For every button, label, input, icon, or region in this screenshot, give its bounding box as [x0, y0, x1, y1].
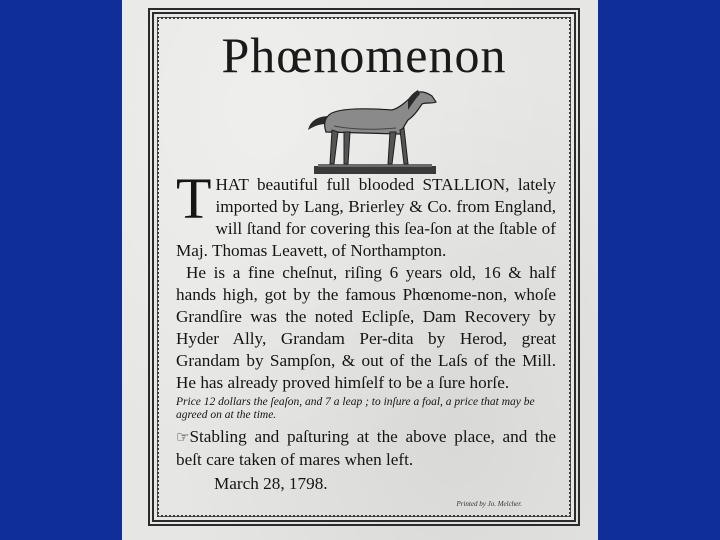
price-note: Price 12 dollars the ſeaſon, and 7 a leap ; to inſure a foal, a price that may be agreed on at the time.	[176, 396, 535, 421]
poster-date: March 28, 1798.	[214, 474, 328, 493]
paragraph-stabling-text: Stabling and paſturing at the above place, and the beſt care taken of mares when left.	[176, 427, 556, 469]
poster-title: Phœnomenon	[221, 27, 507, 83]
poster-sheet	[122, 0, 598, 540]
horse-woodcut	[304, 86, 444, 178]
paragraph-pedigree: He is a fine cheſnut, riſing 6 years old, 16 & half hands high, got by the famous Phœnome-non, whoſe Grandſire was the noted Eclipſe, Dam Recovery by Hyder Ally, Grandam Per-dita by Herod, great Grandam by Sampſon, & out of the Laſs of the Mill. He has already proved himſelf to be a ſure horſe.	[176, 263, 556, 392]
ornamental-border	[148, 8, 580, 526]
advertisement-text	[176, 166, 556, 495]
pointing-hand-icon: ☞	[176, 430, 190, 446]
paragraph-intro-text: HAT beautiful full blooded STALLION, lately imported by Lang, Brierley & Co. from England, will ſtand for covering this ſea-ſon at the ſtable of Maj. Thomas Leavett, of Northampton.	[176, 175, 556, 260]
paragraph-stabling	[176, 426, 556, 471]
printer-credit: Printed by Jo. Melcher.	[456, 500, 522, 508]
drop-cap: T	[176, 166, 212, 231]
paragraph-intro	[176, 166, 556, 262]
